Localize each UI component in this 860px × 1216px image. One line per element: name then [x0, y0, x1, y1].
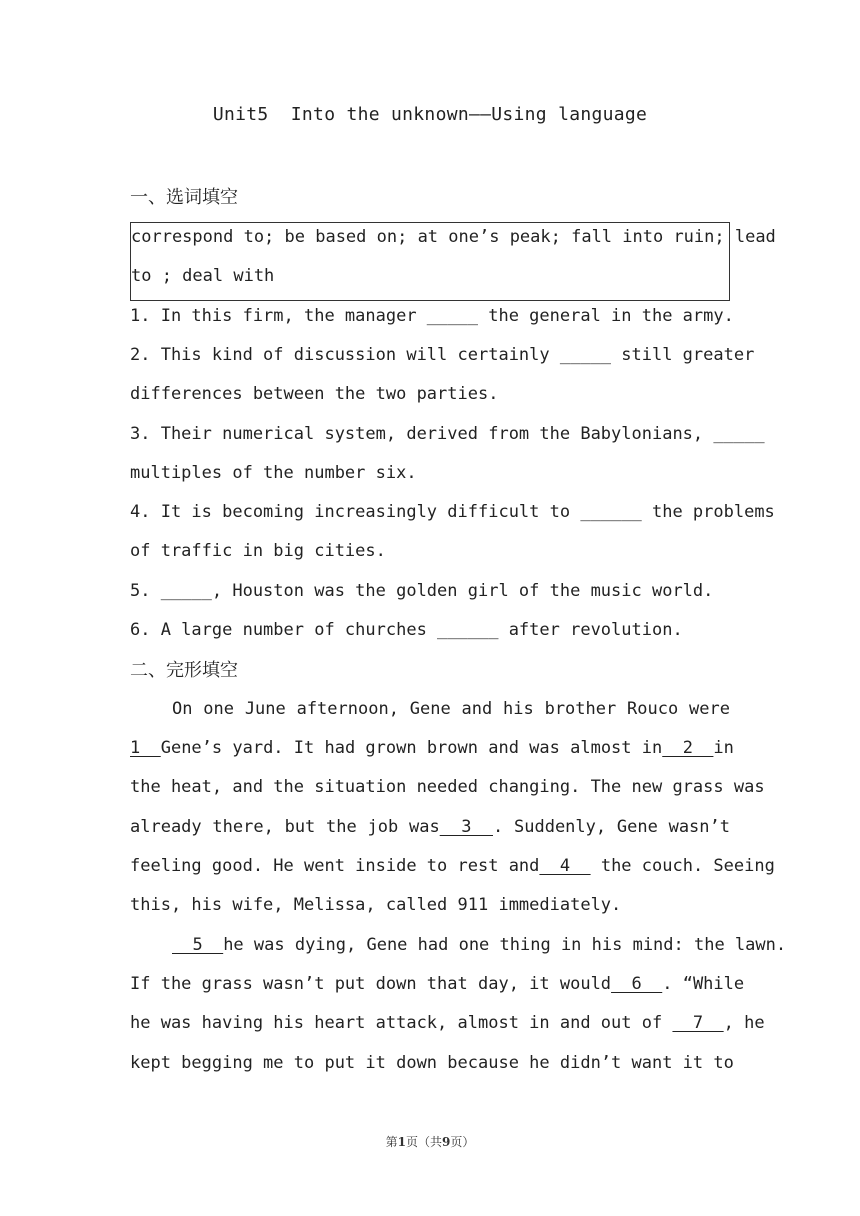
cloze-line-2 — [130, 735, 734, 761]
cloze-text: he was dying, Gene had one thing in his mind: the lawn. — [223, 935, 787, 955]
cloze-text: in — [713, 738, 734, 758]
cloze-line-1: On one June afternoon, Gene and his brother Rouco were — [172, 699, 730, 719]
blank-3: 3 — [439, 817, 493, 837]
cloze-text: already there, but the job was — [130, 817, 440, 837]
cloze-line-7 — [172, 932, 787, 958]
word-bank-line-1: correspond to; be based on; at one’s peak; fall into ruin; lead — [131, 227, 776, 247]
section-heading-cloze: 二、完形填空 — [130, 660, 238, 681]
question-1: 1. In this firm, the manager _____ the general in the army. — [130, 306, 734, 326]
cloze-line-3: the heat, and the situation needed changing. The new grass was — [130, 777, 765, 797]
cloze-line-10: kept begging me to put it down because he didn’t want it to — [130, 1053, 734, 1073]
cloze-text: . Suddenly, Gene wasn’t — [493, 817, 730, 837]
cloze-text: feeling good. He went inside to rest and — [130, 856, 540, 876]
page-title: Unit5 Into the unknown——Using language — [212, 104, 648, 125]
cloze-text: the couch. Seeing — [590, 856, 775, 876]
question-4-line-2: of traffic in big cities. — [130, 541, 386, 561]
cloze-text: If the grass wasn’t put down that day, it would — [130, 974, 612, 994]
cloze-text: Gene’s yard. It had grown brown and was almost in — [160, 738, 663, 758]
word-bank-line-2: to ; deal with — [131, 266, 275, 286]
blank-5: 5 — [172, 935, 224, 955]
cloze-line-4 — [130, 814, 730, 840]
question-3-line-1: 3. Their numerical system, derived from the Babylonians, _____ — [130, 424, 765, 444]
cloze-text: . “While — [662, 974, 745, 994]
section-heading-vocabulary: 一、选词填空 — [130, 187, 238, 208]
question-5: 5. _____, Houston was the golden girl of the music world. — [130, 581, 714, 601]
cloze-line-8 — [130, 971, 745, 997]
cloze-text: , he — [723, 1013, 765, 1033]
cloze-line-6: this, his wife, Melissa, called 911 immediately. — [130, 895, 622, 915]
footer-total-pages: 9 — [442, 1135, 451, 1149]
cloze-text: he was having his heart attack, almost in and out of — [130, 1013, 673, 1033]
question-4-line-1: 4. It is becoming increasingly difficult to ______ the problems — [130, 502, 775, 522]
footer-mid: 页（共 — [405, 1135, 442, 1149]
blank-6: 6 — [611, 974, 663, 994]
blank-1: 1 — [130, 738, 161, 758]
question-2-line-1: 2. This kind of discussion will certainly _____ still greater — [130, 345, 755, 365]
page-footer — [0, 1133, 860, 1150]
question-2-line-2: differences between the two parties. — [130, 384, 499, 404]
blank-4: 4 — [539, 856, 591, 876]
footer-suffix: 页） — [450, 1135, 475, 1149]
question-6: 6. A large number of churches ______ after revolution. — [130, 620, 683, 640]
question-3-line-2: multiples of the number six. — [130, 463, 417, 483]
blank-7: 7 — [672, 1013, 724, 1033]
blank-2: 2 — [662, 738, 714, 758]
footer-prefix: 第 — [385, 1135, 398, 1149]
cloze-line-9 — [130, 1010, 765, 1036]
footer-page-number: 1 — [397, 1135, 406, 1149]
cloze-line-5 — [130, 853, 775, 879]
